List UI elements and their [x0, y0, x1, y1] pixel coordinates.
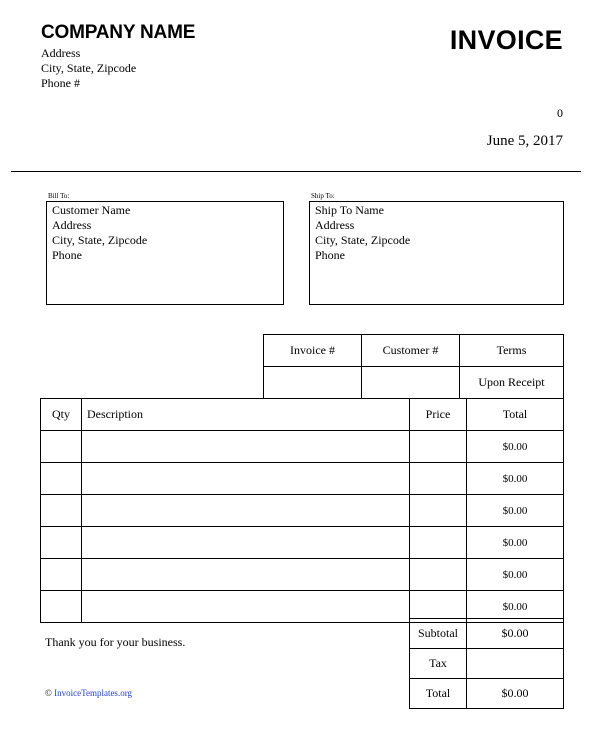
meta-value-invoice-number[interactable] [264, 367, 362, 399]
table-row [41, 559, 564, 591]
price-cell[interactable] [410, 431, 467, 463]
qty-cell[interactable] [41, 559, 82, 591]
company-name: COMPANY NAME [41, 22, 196, 43]
total-cell: $0.00 [467, 591, 564, 623]
invoice-number: 0 [557, 106, 563, 120]
company-address: Address [41, 46, 81, 60]
col-header-total: Total [467, 399, 564, 431]
bill-to-line: City, State, Zipcode [52, 233, 148, 247]
price-cell[interactable] [410, 559, 467, 591]
total-cell: $0.00 [467, 495, 564, 527]
price-cell[interactable] [410, 527, 467, 559]
subtotal-value: $0.00 [467, 619, 564, 649]
col-header-description: Description [82, 399, 410, 431]
total-label: Total [410, 679, 467, 709]
invoice-meta-table [263, 334, 564, 399]
description-cell[interactable] [82, 431, 410, 463]
bill-to-line: Customer Name [52, 203, 131, 217]
meta-header-terms: Terms [460, 335, 564, 367]
ship-to-line: Address [315, 218, 355, 232]
total-value: $0.00 [467, 679, 564, 709]
bill-to-box[interactable] [46, 201, 284, 305]
ship-to-line: Phone [315, 248, 345, 262]
invoice-title: INVOICE [449, 25, 563, 55]
copyright-link[interactable]: InvoiceTemplates.org [54, 688, 133, 698]
total-cell: $0.00 [467, 463, 564, 495]
table-row [41, 527, 564, 559]
subtotal-label: Subtotal [410, 619, 467, 649]
total-cell: $0.00 [467, 527, 564, 559]
company-city: City, State, Zipcode [41, 61, 137, 75]
bill-to-label: Bill To: [48, 192, 70, 200]
description-cell[interactable] [82, 527, 410, 559]
qty-cell[interactable] [41, 463, 82, 495]
price-cell[interactable] [410, 463, 467, 495]
description-cell[interactable] [82, 463, 410, 495]
qty-cell[interactable] [41, 495, 82, 527]
tax-value[interactable] [467, 649, 564, 679]
table-row [41, 495, 564, 527]
meta-header-invoice-number: Invoice # [264, 335, 362, 367]
qty-cell[interactable] [41, 527, 82, 559]
col-header-qty: Qty [41, 399, 82, 431]
bill-to-line: Address [52, 218, 92, 232]
ship-to-line: City, State, Zipcode [315, 233, 411, 247]
ship-to-box[interactable] [309, 201, 564, 305]
tax-label: Tax [410, 649, 467, 679]
description-cell[interactable] [82, 559, 410, 591]
qty-cell[interactable] [41, 431, 82, 463]
table-row [41, 463, 564, 495]
table-row [41, 431, 564, 463]
col-header-price: Price [410, 399, 467, 431]
invoice-date: June 5, 2017 [486, 133, 563, 149]
meta-value-customer-number[interactable] [362, 367, 460, 399]
thank-you-note: Thank you for your business. [45, 635, 186, 649]
price-cell[interactable] [410, 495, 467, 527]
totals-table [409, 618, 564, 709]
qty-cell[interactable] [41, 591, 82, 623]
total-cell: $0.00 [467, 431, 564, 463]
total-cell: $0.00 [467, 559, 564, 591]
meta-value-terms[interactable]: Upon Receipt [460, 367, 564, 399]
ship-to-label: Ship To: [311, 192, 335, 200]
line-items-table [40, 398, 564, 623]
header-divider [11, 171, 581, 172]
meta-header-customer-number: Customer # [362, 335, 460, 367]
copyright-symbol: © [45, 688, 52, 698]
description-cell[interactable] [82, 591, 410, 623]
company-phone: Phone # [41, 76, 80, 90]
bill-to-line: Phone [52, 248, 82, 262]
copyright-notice [45, 688, 132, 698]
ship-to-line: Ship To Name [315, 203, 384, 217]
description-cell[interactable] [82, 495, 410, 527]
